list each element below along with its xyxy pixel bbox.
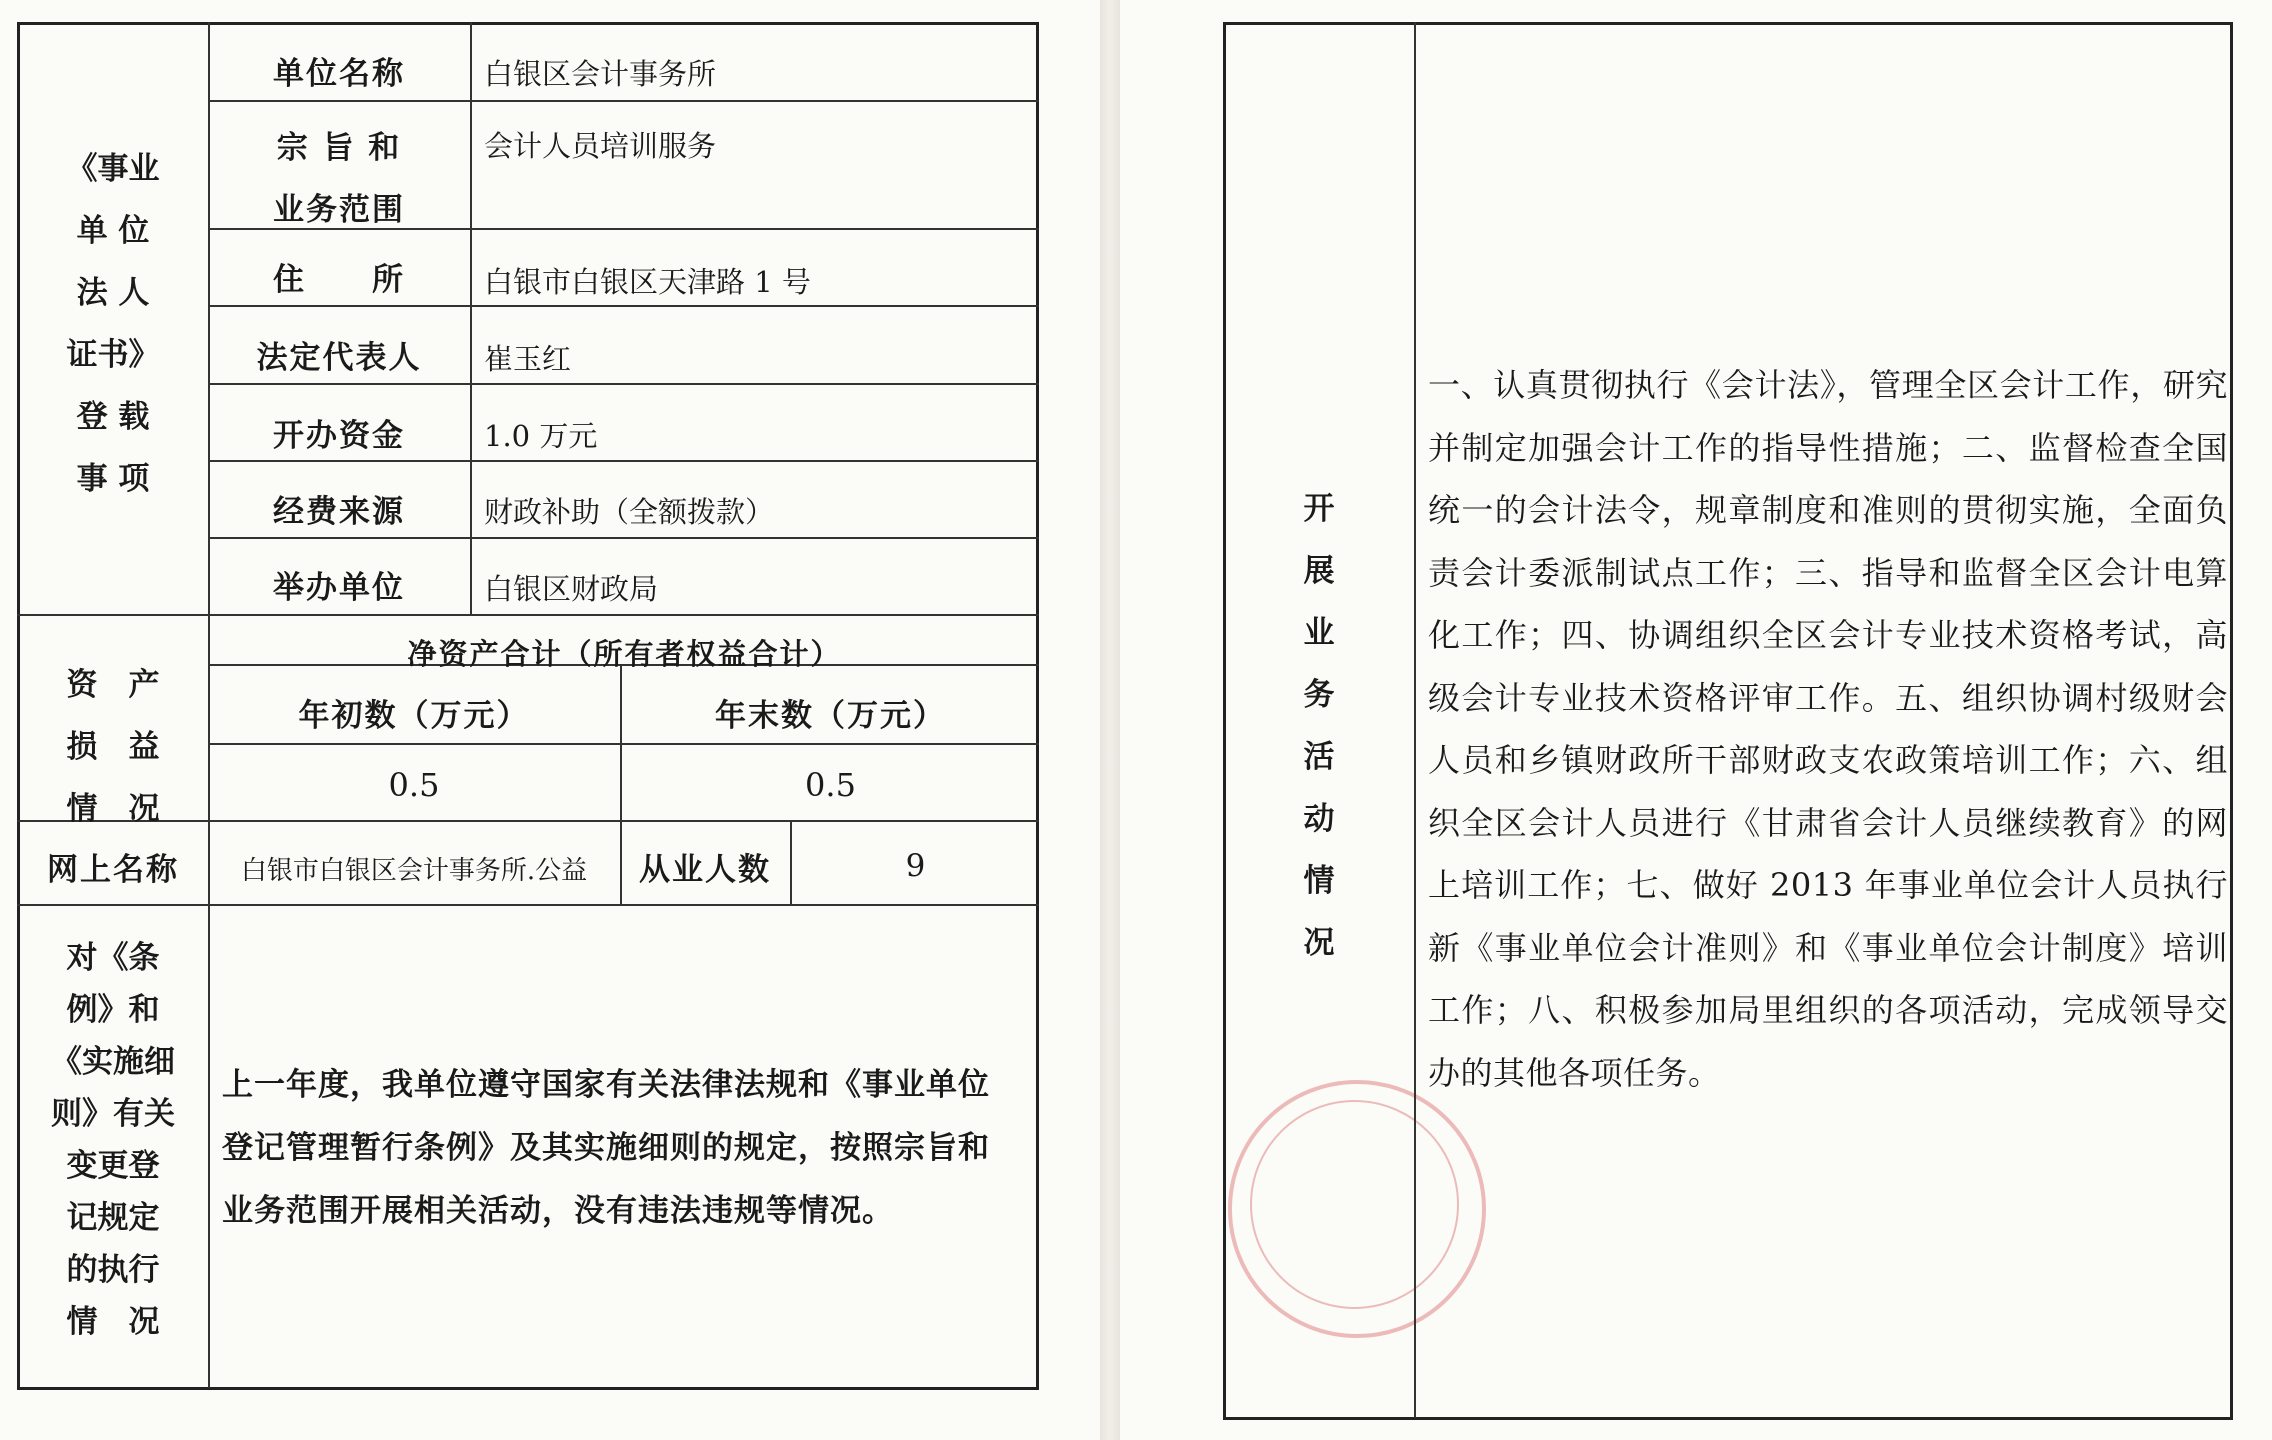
value-staff-count: 9 bbox=[905, 848, 926, 884]
compliance-text-line: 上一年度，我单位遵守国家有关法律法规和《事业单位 bbox=[222, 1067, 990, 1103]
value-legal-rep: 崔玉红 bbox=[484, 342, 572, 376]
assets-col-start: 年初数（万元） bbox=[298, 698, 530, 734]
row-line-5 bbox=[208, 460, 1039, 462]
activities-title-char: 活 bbox=[1303, 739, 1335, 775]
compliance-text-line: 登记管理暂行条例》及其实施细则的规定，按照宗旨和 bbox=[222, 1130, 990, 1166]
compliance-title-line: 变更登 bbox=[66, 1148, 160, 1184]
section-title-line: 登 载 bbox=[76, 399, 150, 435]
compliance-text bbox=[222, 1054, 1034, 1243]
value-unit-name: 白银区会计事务所 bbox=[484, 57, 717, 91]
compliance-title-line: 的执行 bbox=[66, 1252, 160, 1288]
compliance-title-line: 记规定 bbox=[66, 1200, 160, 1236]
label-unit-name: 单位名称 bbox=[273, 56, 405, 92]
assets-section-title bbox=[20, 654, 206, 840]
value-purpose: 会计人员培训服务 bbox=[484, 129, 717, 163]
assets-val-end: 0.5 bbox=[805, 766, 856, 804]
left-divider-registration bbox=[470, 22, 472, 614]
compliance-title-line: 情 况 bbox=[66, 1304, 160, 1340]
assets-val-start: 0.5 bbox=[388, 766, 440, 804]
label-online-name: 网上名称 bbox=[47, 852, 179, 888]
activities-title-char: 务 bbox=[1303, 677, 1335, 713]
activities-title-char: 业 bbox=[1303, 615, 1335, 651]
row-line-6 bbox=[208, 537, 1039, 539]
assets-col-end: 年末数（万元） bbox=[715, 698, 946, 734]
label-legal-rep: 法定代表人 bbox=[256, 340, 422, 376]
activities-title-char: 况 bbox=[1303, 925, 1335, 961]
value-address: 白银市白银区天津路 1 号 bbox=[484, 265, 811, 299]
value-funding: 财政补助（全额拨款） bbox=[484, 495, 775, 529]
section-title-line: 事 项 bbox=[76, 461, 150, 497]
section-title-line: 《事业 bbox=[66, 151, 160, 187]
right-divider-main bbox=[1414, 22, 1416, 1418]
label-staff-count: 从业人数 bbox=[639, 852, 771, 888]
row-line-3 bbox=[208, 305, 1039, 307]
label-funding: 经费来源 bbox=[273, 494, 405, 530]
compliance-title-line: 例》和 bbox=[66, 992, 160, 1028]
activities-text: 一、认真贯彻执行《会计法》，管理全区会计工作，研究并制定加强会计工作的指导性措施；二、监督检查全国统一的会计法令，规章制度和准则的贯彻实施，全面负责会计委派制试点工作；三、指导和监督全区会计电算化工作；四、协调组织全区会计专业技术资格考试，高级会计专业技术资格评审工作。五、组织协调村级财会人员和乡镇财政所干部财政支农政策培训工作；六、组织全区会计人员进行《甘肃省会计人员继续教育》的网上培训工作；七、做好 2013 年事业单位会计人员执行新《事业单位会计准则》和《事业单位会计制度》培训工作；八、积极参加局里组织的各项活动，完成领导交办的其他各项任务。 bbox=[1428, 366, 2228, 1092]
label-address: 住 所 bbox=[273, 262, 405, 298]
compliance-title-line: 对《条 bbox=[66, 940, 160, 976]
compliance-title-line: 则》有关 bbox=[51, 1096, 175, 1132]
activities-title-char: 动 bbox=[1303, 801, 1335, 837]
compliance-text-line: 业务范围开展相关活动，没有违法违规等情况。 bbox=[222, 1193, 894, 1229]
label-purpose-line1: 宗 旨 和 bbox=[276, 130, 402, 166]
label-sponsor: 举办单位 bbox=[273, 570, 405, 606]
section-title-line: 法 人 bbox=[76, 275, 150, 311]
page-gutter bbox=[1100, 0, 1120, 1440]
section-title-line: 单 位 bbox=[76, 213, 150, 249]
row-line-1 bbox=[208, 100, 1039, 102]
assets-cols-line bbox=[208, 743, 1039, 745]
label-capital: 开办资金 bbox=[273, 418, 405, 454]
row-line-4 bbox=[208, 383, 1039, 385]
activities-title-char: 情 bbox=[1303, 863, 1335, 899]
value-online-name: 白银市白银区会计事务所.公益 bbox=[240, 856, 588, 886]
registration-section-title bbox=[20, 138, 206, 510]
section-title-line: 证书》 bbox=[66, 337, 160, 373]
section-line-assets bbox=[17, 614, 1039, 616]
compliance-title-line: 《实施细 bbox=[51, 1044, 175, 1080]
activities-section-title bbox=[1226, 478, 1412, 974]
value-capital: 1.0 万元 bbox=[484, 419, 598, 453]
assets-header: 净资产合计（所有者权益合计） bbox=[407, 637, 842, 671]
activities-title-char: 展 bbox=[1303, 553, 1335, 589]
activities-title-char: 开 bbox=[1303, 491, 1335, 527]
assets-title-line: 损 益 bbox=[66, 729, 160, 765]
label-purpose-line2: 业务范围 bbox=[273, 192, 405, 228]
assets-title-line: 资 产 bbox=[66, 667, 160, 703]
section-line-compliance bbox=[17, 904, 1039, 906]
assets-title-line: 情 况 bbox=[66, 791, 160, 827]
compliance-section-title bbox=[20, 932, 206, 1348]
value-sponsor: 白银区财政局 bbox=[484, 572, 659, 606]
